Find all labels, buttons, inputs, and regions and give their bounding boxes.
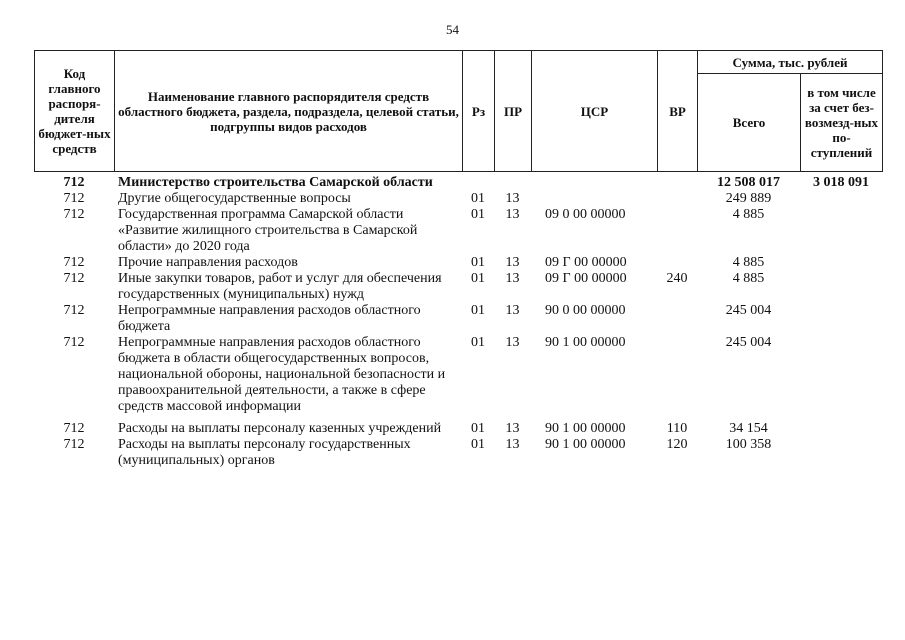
table-row xyxy=(34,207,882,255)
header-free: в том числе за счет без-возмезд-ных по-ступлений xyxy=(801,74,883,172)
cell-total: 100 358 xyxy=(725,437,772,452)
cell-rz: 01 xyxy=(471,271,485,286)
header-name: Наименование главного распорядителя средств областного бюджета, раздела, подраздела, целевой статьи, подгруппы видов расходов xyxy=(115,51,463,172)
cell-vr: 240 xyxy=(666,271,688,286)
table-body xyxy=(34,175,882,469)
cell-total: 249 889 xyxy=(725,191,772,206)
cell-name: Непрограммные направления расходов областного бюджета xyxy=(118,303,421,334)
cell-free xyxy=(800,255,882,271)
cell-csr: 90 1 00 00000 xyxy=(545,421,626,436)
cell-csr: 09 0 00 00000 xyxy=(545,207,626,222)
cell-pr: 13 xyxy=(505,271,520,286)
cell-free xyxy=(800,303,882,335)
cell-code: 712 xyxy=(63,303,85,318)
cell-vr xyxy=(657,335,697,415)
cell-vr xyxy=(657,207,697,255)
cell-name: Иные закупки товаров, работ и услуг для обеспечения государственных (муниципальных) нужд xyxy=(118,271,442,302)
header-sum: Сумма, тыс. рублей xyxy=(698,51,883,74)
cell-total: 4 885 xyxy=(732,207,765,222)
cell-code: 712 xyxy=(63,207,85,222)
cell-free: 3 018 091 xyxy=(813,175,869,190)
cell-free xyxy=(800,335,882,415)
header-pr: ПР xyxy=(495,51,532,172)
cell-name: Министерство строительства Самарской области xyxy=(118,175,433,190)
cell-code: 712 xyxy=(63,421,85,436)
cell-pr: 13 xyxy=(505,255,520,270)
cell-csr xyxy=(531,191,657,207)
cell-rz: 01 xyxy=(471,437,485,452)
table-row xyxy=(34,335,882,415)
cell-pr: 13 xyxy=(505,191,520,206)
cell-vr xyxy=(657,175,697,191)
cell-rz: 01 xyxy=(471,335,485,350)
cell-csr xyxy=(531,175,657,191)
cell-name: Другие общегосударственные вопросы xyxy=(118,191,351,206)
header-rz: Рз xyxy=(463,51,495,172)
header-code: Код главного распоря-дителя бюджет-ных средств xyxy=(35,51,115,172)
table-row xyxy=(34,191,882,207)
cell-rz: 01 xyxy=(471,191,485,206)
cell-pr: 13 xyxy=(505,437,520,452)
cell-pr: 13 xyxy=(505,335,520,350)
cell-pr: 13 xyxy=(505,207,520,222)
table-row xyxy=(34,437,882,469)
cell-code: 712 xyxy=(63,191,85,206)
cell-vr: 120 xyxy=(666,437,688,452)
cell-free xyxy=(800,437,882,469)
cell-rz: 01 xyxy=(471,421,485,436)
cell-name: Непрограммные направления расходов областного бюджета в области общегосударственных вопросов, национальной обороны, национальной безопасности и правоохранительной деятельности, а также в сфере средств массовой информации xyxy=(118,335,446,414)
cell-vr xyxy=(657,303,697,335)
cell-code: 712 xyxy=(63,437,85,452)
cell-name: Прочие направления расходов xyxy=(118,255,298,270)
cell-rz: 01 xyxy=(471,207,485,222)
cell-total: 245 004 xyxy=(725,303,772,318)
cell-total: 245 004 xyxy=(725,335,772,350)
cell-rz: 01 xyxy=(471,255,485,270)
table-row xyxy=(34,271,882,303)
table-header xyxy=(34,50,883,172)
cell-name: Государственная программа Самарской области «Развитие жилищного строительства в Самарской области» до 2020 года xyxy=(118,207,418,254)
header-total: Всего xyxy=(698,74,801,172)
cell-free xyxy=(800,421,882,437)
cell-pr: 13 xyxy=(505,303,520,318)
table-row xyxy=(34,303,882,335)
cell-code: 712 xyxy=(63,335,85,350)
cell-free xyxy=(800,207,882,255)
cell-free xyxy=(800,271,882,303)
page-number: 54 xyxy=(446,22,459,37)
table-row xyxy=(34,175,882,191)
cell-vr xyxy=(657,255,697,271)
cell-code: 712 xyxy=(63,271,85,286)
cell-csr: 09 Г 00 00000 xyxy=(545,255,627,270)
cell-pr xyxy=(494,175,531,191)
header-vr: ВР xyxy=(658,51,698,172)
cell-name: Расходы на выплаты персоналу государственных (муниципальных) органов xyxy=(118,437,411,468)
cell-total: 4 885 xyxy=(732,255,765,270)
cell-csr: 90 1 00 00000 xyxy=(545,437,626,452)
cell-csr: 90 1 00 00000 xyxy=(545,335,626,350)
cell-total: 4 885 xyxy=(732,271,765,286)
header-csr: ЦСР xyxy=(532,51,658,172)
cell-total: 12 508 017 xyxy=(717,175,780,190)
cell-csr: 09 Г 00 00000 xyxy=(545,271,627,286)
cell-rz: 01 xyxy=(471,303,485,318)
cell-vr: 110 xyxy=(666,421,688,436)
cell-rz xyxy=(462,175,494,191)
table-row xyxy=(34,255,882,271)
cell-code: 712 xyxy=(63,255,85,270)
cell-total: 34 154 xyxy=(729,421,768,436)
cell-free xyxy=(800,191,882,207)
cell-name: Расходы на выплаты персоналу казенных учреждений xyxy=(118,421,442,436)
cell-csr: 90 0 00 00000 xyxy=(545,303,626,318)
cell-pr: 13 xyxy=(505,421,520,436)
table-row xyxy=(34,421,882,437)
cell-vr xyxy=(657,191,697,207)
cell-code: 712 xyxy=(63,175,85,190)
